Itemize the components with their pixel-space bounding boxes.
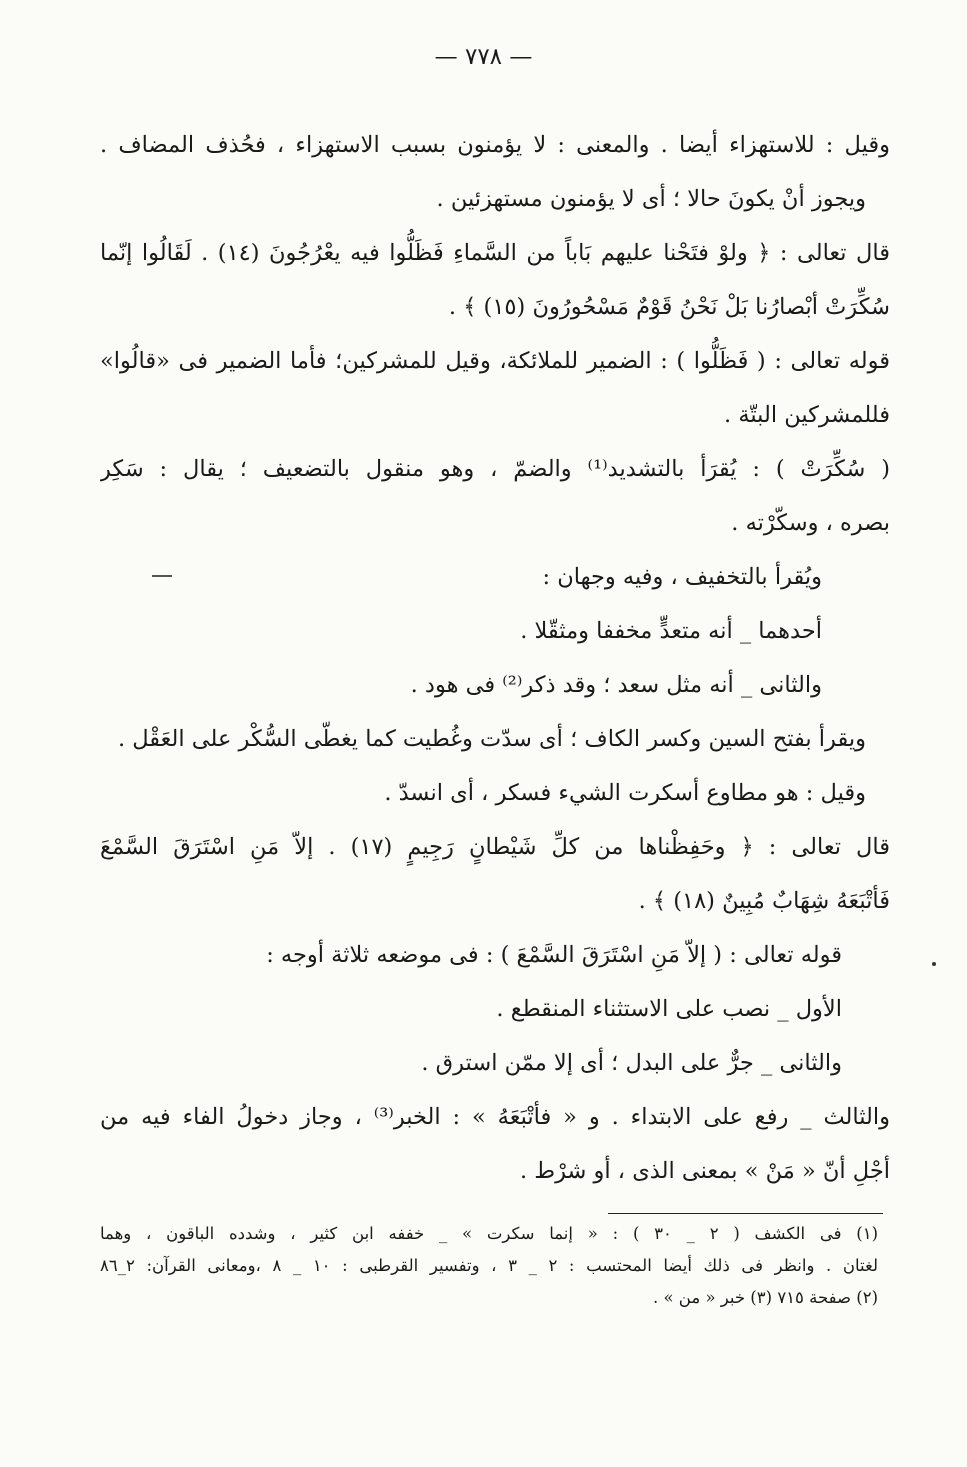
text-line: ( سُكِّرَتْ ) : يُقرَأ بالتشديد⁽¹⁾ والضمّ ، وهو منقول بالتضعيف ؛ يقال : سَكِر: [100, 456, 890, 482]
text-line: أجْلِ أنّ « مَنْ » بمعنى الذى ، أو شرْط .: [519, 1158, 890, 1184]
text-line: سُكِّرَتْ أبْصارُنا بَلْ نَحْنُ قَوْمٌ مَسْحُورُونَ (١٥) ﴾ .: [448, 294, 890, 320]
text-line: والثالث _ رفع على الابتداء . و « فأتْبَعَهُ » : الخبر⁽³⁾ ، وجاز دخولُ الفاء فيه من: [100, 1104, 890, 1130]
text-line: أحدهما _ أنه متعدٍّ مخففا ومثقّلا .: [520, 618, 822, 644]
text-line: وقيل : هو مطاوع أسكرت الشيء فسكر ، أى انسدّ .: [384, 780, 866, 806]
footnote-line: (٢) صفحة ٧١٥ (٣) خبر « من » .: [652, 1288, 878, 1307]
page-number: — ٧٧٨ —: [434, 44, 533, 70]
text-line: والثانى _ جرٌّ على البدل ؛ أى إلا ممّن استرق .: [421, 1050, 842, 1076]
footnote-line: (١) فى الكشف ( ٢ _ ٣٠ ) : « إنما سكرت » _ خففه ابن كثير ، وشدده الباقون ، وهما: [100, 1224, 878, 1243]
text-line: ويُقرأ بالتخفيف ، وفيه وجهان :: [542, 564, 822, 590]
footnote-line: لغتان . وانظر فى ذلك أيضا المحتسب : ٢ _ ٣ ، وتفسير القرطبى : ١٠ _ ٨ ،ومعانى القرآن: ٢_٨٦: [100, 1256, 878, 1275]
text-line: والثانى _ أنه مثل سعد ؛ وقد ذكر⁽²⁾ فى هود .: [410, 672, 822, 698]
text-line: قوله تعالى : ( فَظَلُّوا ) : الضمير للملائكة، وقيل للمشركين؛ فأما الضمير فى «قالُوا»: [100, 348, 890, 374]
text-line: فَأتْبَعَهُ شِهَابٌ مُبِينٌ (١٨) ﴾ .: [638, 888, 890, 914]
text-line: قوله تعالى : ( إلاّ مَنِ اسْتَرَقَ السَّمْعَ ) : فى موضعه ثلاثة أوجه :: [266, 942, 842, 968]
text-line: وقيل : للاستهزاء أيضا . والمعنى : لا يؤمنون بسبب الاستهزاء ، فحُذف المضاف .: [100, 132, 890, 158]
print-speck: [152, 575, 172, 577]
text-line: الأول _ نصب على الاستثناء المنقطع .: [496, 996, 842, 1022]
body-text: [100, 118, 890, 1198]
footnote-separator: [608, 1213, 883, 1214]
text-line: فللمشركين البتّة .: [724, 402, 890, 428]
text-line: ويقرأ بفتح السين وكسر الكاف ؛ أى سدّت وغُطيت كما يغطّى السُّكْر على العَقْل .: [117, 726, 866, 752]
text-line: بصره ، وسكّرْته .: [731, 510, 890, 536]
text-line: قال تعالى : ﴿ ولوْ فتَحْنا عليهم بَاباً من السَّماءِ فَظَلُّوا فيه يعْرُجُونَ (١٤) . لَقَالُوا إنّما: [100, 240, 890, 266]
text-line: ويجوز أنْ يكونَ حالا ؛ أى لا يؤمنون مستهزئين .: [436, 186, 866, 212]
print-speck: [932, 962, 936, 966]
footnotes: [100, 1218, 878, 1314]
text-line: قال تعالى : ﴿ وحَفِظْناها من كلِّ شَيْطانٍ رَجِيمٍ (١٧) . إلاّ مَنِ اسْتَرَقَ السَّمْعَ: [100, 834, 890, 860]
